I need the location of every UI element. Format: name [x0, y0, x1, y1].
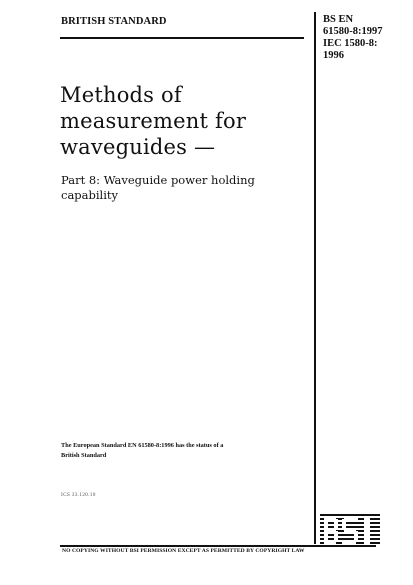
copyright-notice: NO COPYING WITHOUT BSI PERMISSION EXCEPT AS PERMITTED BY COPYRIGHT LAW [62, 548, 305, 554]
standard-number-line: BS EN [323, 14, 354, 25]
title-line: Methods of [60, 83, 182, 107]
bsi-logo-icon [320, 514, 380, 550]
ics-code: ICS 33.120.10 [61, 492, 96, 498]
document-subtitle [61, 173, 306, 203]
title-line: measurement for [60, 109, 247, 133]
bottom-rule [60, 545, 316, 547]
document-title [60, 82, 305, 160]
subtitle-line: capability [61, 188, 119, 202]
top-rule [60, 37, 304, 39]
standard-number-line: 61580-8:1997 [323, 26, 383, 37]
status-note-line: The European Standard EN 61580-8:1996 has the status of a [61, 442, 224, 449]
status-note [61, 441, 301, 461]
standard-number-line: IEC 1580-8: [323, 38, 378, 49]
standard-number [323, 14, 385, 62]
status-note-line: British Standard [61, 452, 107, 459]
title-line: waveguides — [60, 135, 216, 159]
standard-number-line: 1996 [323, 50, 344, 61]
standard-type-label: BRITISH STANDARD [61, 16, 167, 27]
vertical-rule [314, 12, 316, 544]
subtitle-line: Part 8: Waveguide power holding [61, 173, 255, 187]
